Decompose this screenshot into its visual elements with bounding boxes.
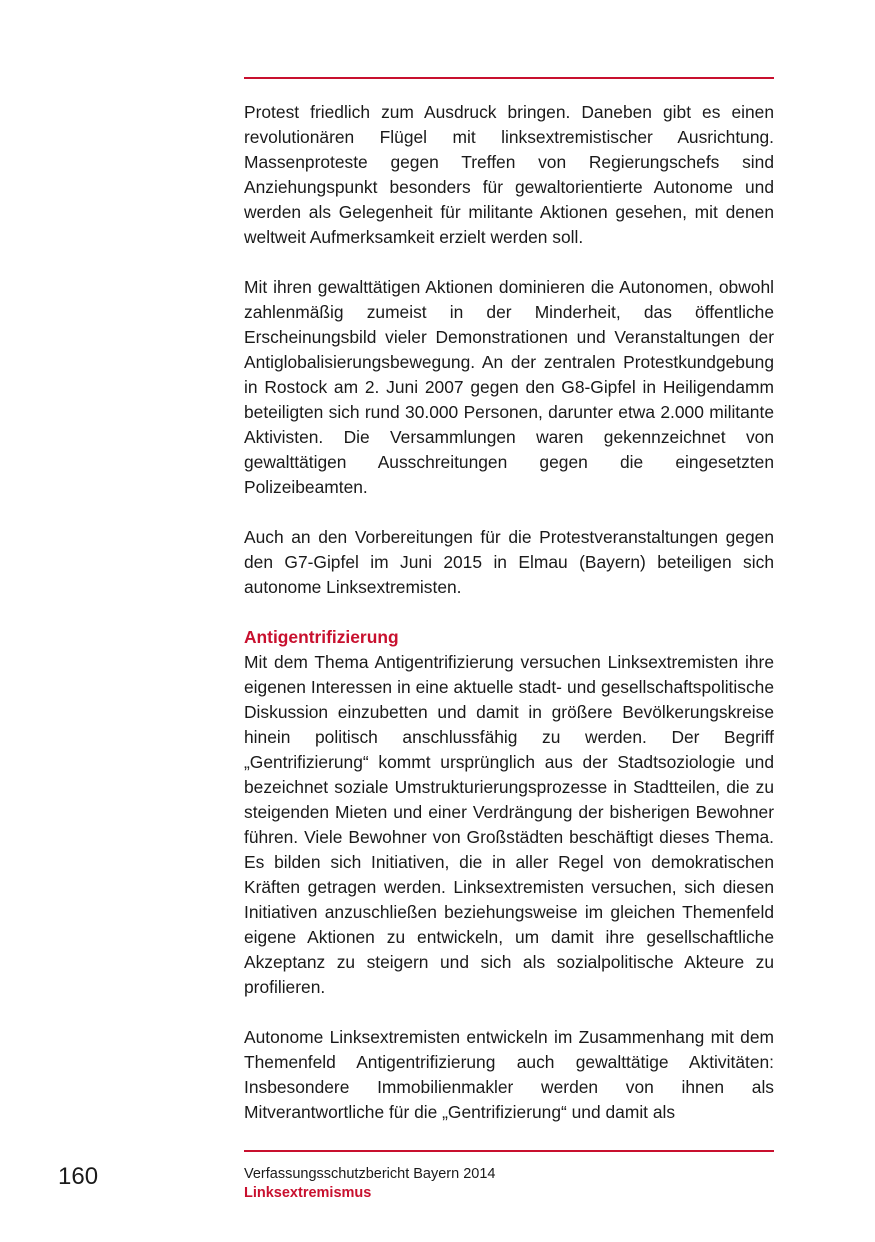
section-paragraph-2: Autonome Linksextremisten entwickeln im Zusammenhang mit dem Themenfeld Antigentrifizierung auch gewalttätige Aktivitäten: Insbesondere Immobilienmakler werden von ihnen als Mitverantwortliche für die „Gentrifizierung“ und damit als bbox=[244, 1027, 774, 1122]
page-body bbox=[244, 100, 774, 1125]
page-number: 160 bbox=[58, 1163, 99, 1190]
section-paragraph-1: Mit dem Thema Antigentrifizierung versuchen Linksextremisten ihre eigenen Interessen in eine aktuelle stadt- und gesellschaftspolitische Diskussion einzubetten und damit in größere Bevölkerungskreise hinein politisch anschlussfähig zu werden. Der Begriff „Gentrifizierung“ kommt ursprünglich aus der Stadtsoziologie und bezeichnet soziale Umstrukturierungsprozesse in Stadtteilen, die zu steigenden Mieten und einer Verdrängung der bisherigen Bewohner führen. Viele Bewohner von Großstädten beschäftigt dieses Thema. Es bilden sich Initiativen, die in aller Regel von demokratischen Kräften getragen werden. Linksextremisten versuchen, sich diesen Initiativen anzuschließen beziehungsweise im gleichen Themenfeld eigene Aktionen zu entwickeln, um damit ihre gesellschaftliche Akzeptanz zu steigern und sich als sozialpolitische Akteure zu profilieren. bbox=[244, 652, 774, 997]
body-paragraph-2: Mit ihren gewalttätigen Aktionen dominieren die Autonomen, obwohl zahlenmäßig zumeist in der Minderheit, das öffentliche Erscheinungsbild vieler Demonstrationen und Veranstaltungen der Antiglobalisierungsbewegung. An der zentralen Protestkundgebung in Rostock am 2. Juni 2007 gegen den G8-Gipfel in Heiligendamm beteiligten sich rund 30.000 Personen, darunter etwa 2.000 militante Aktivisten. Die Versammlungen waren gekennzeichnet von gewalttätigen Ausschreitungen gegen die eingesetzten Polizeibeamten. bbox=[244, 277, 774, 497]
section-heading: Antigentrifizierung bbox=[244, 627, 399, 647]
body-paragraph-3: Auch an den Vorbereitungen für die Protestveranstaltungen gegen den G7-Gipfel im Juni 2015 in Elmau (Bayern) beteiligen sich autonome Linksextremisten. bbox=[244, 527, 774, 597]
footer-publication: Verfassungsschutzbericht Bayern 2014 bbox=[244, 1166, 496, 1182]
body-paragraph-1: Protest friedlich zum Ausdruck bringen. Daneben gibt es einen revolutionären Flügel mit linksextremistischer Ausrichtung. Massenproteste gegen Treffen von Regierungschefs sind Anziehungspunkt besonders für gewaltorientierte Autonome und werden als Gelegenheit für militante Aktionen gesehen, mit denen weltweit Aufmerksamkeit erzielt werden soll. bbox=[244, 102, 774, 247]
footer bbox=[244, 1165, 495, 1203]
bottom-rule bbox=[244, 1150, 774, 1152]
top-rule bbox=[244, 77, 774, 79]
footer-section-name: Linksextremismus bbox=[244, 1185, 372, 1201]
